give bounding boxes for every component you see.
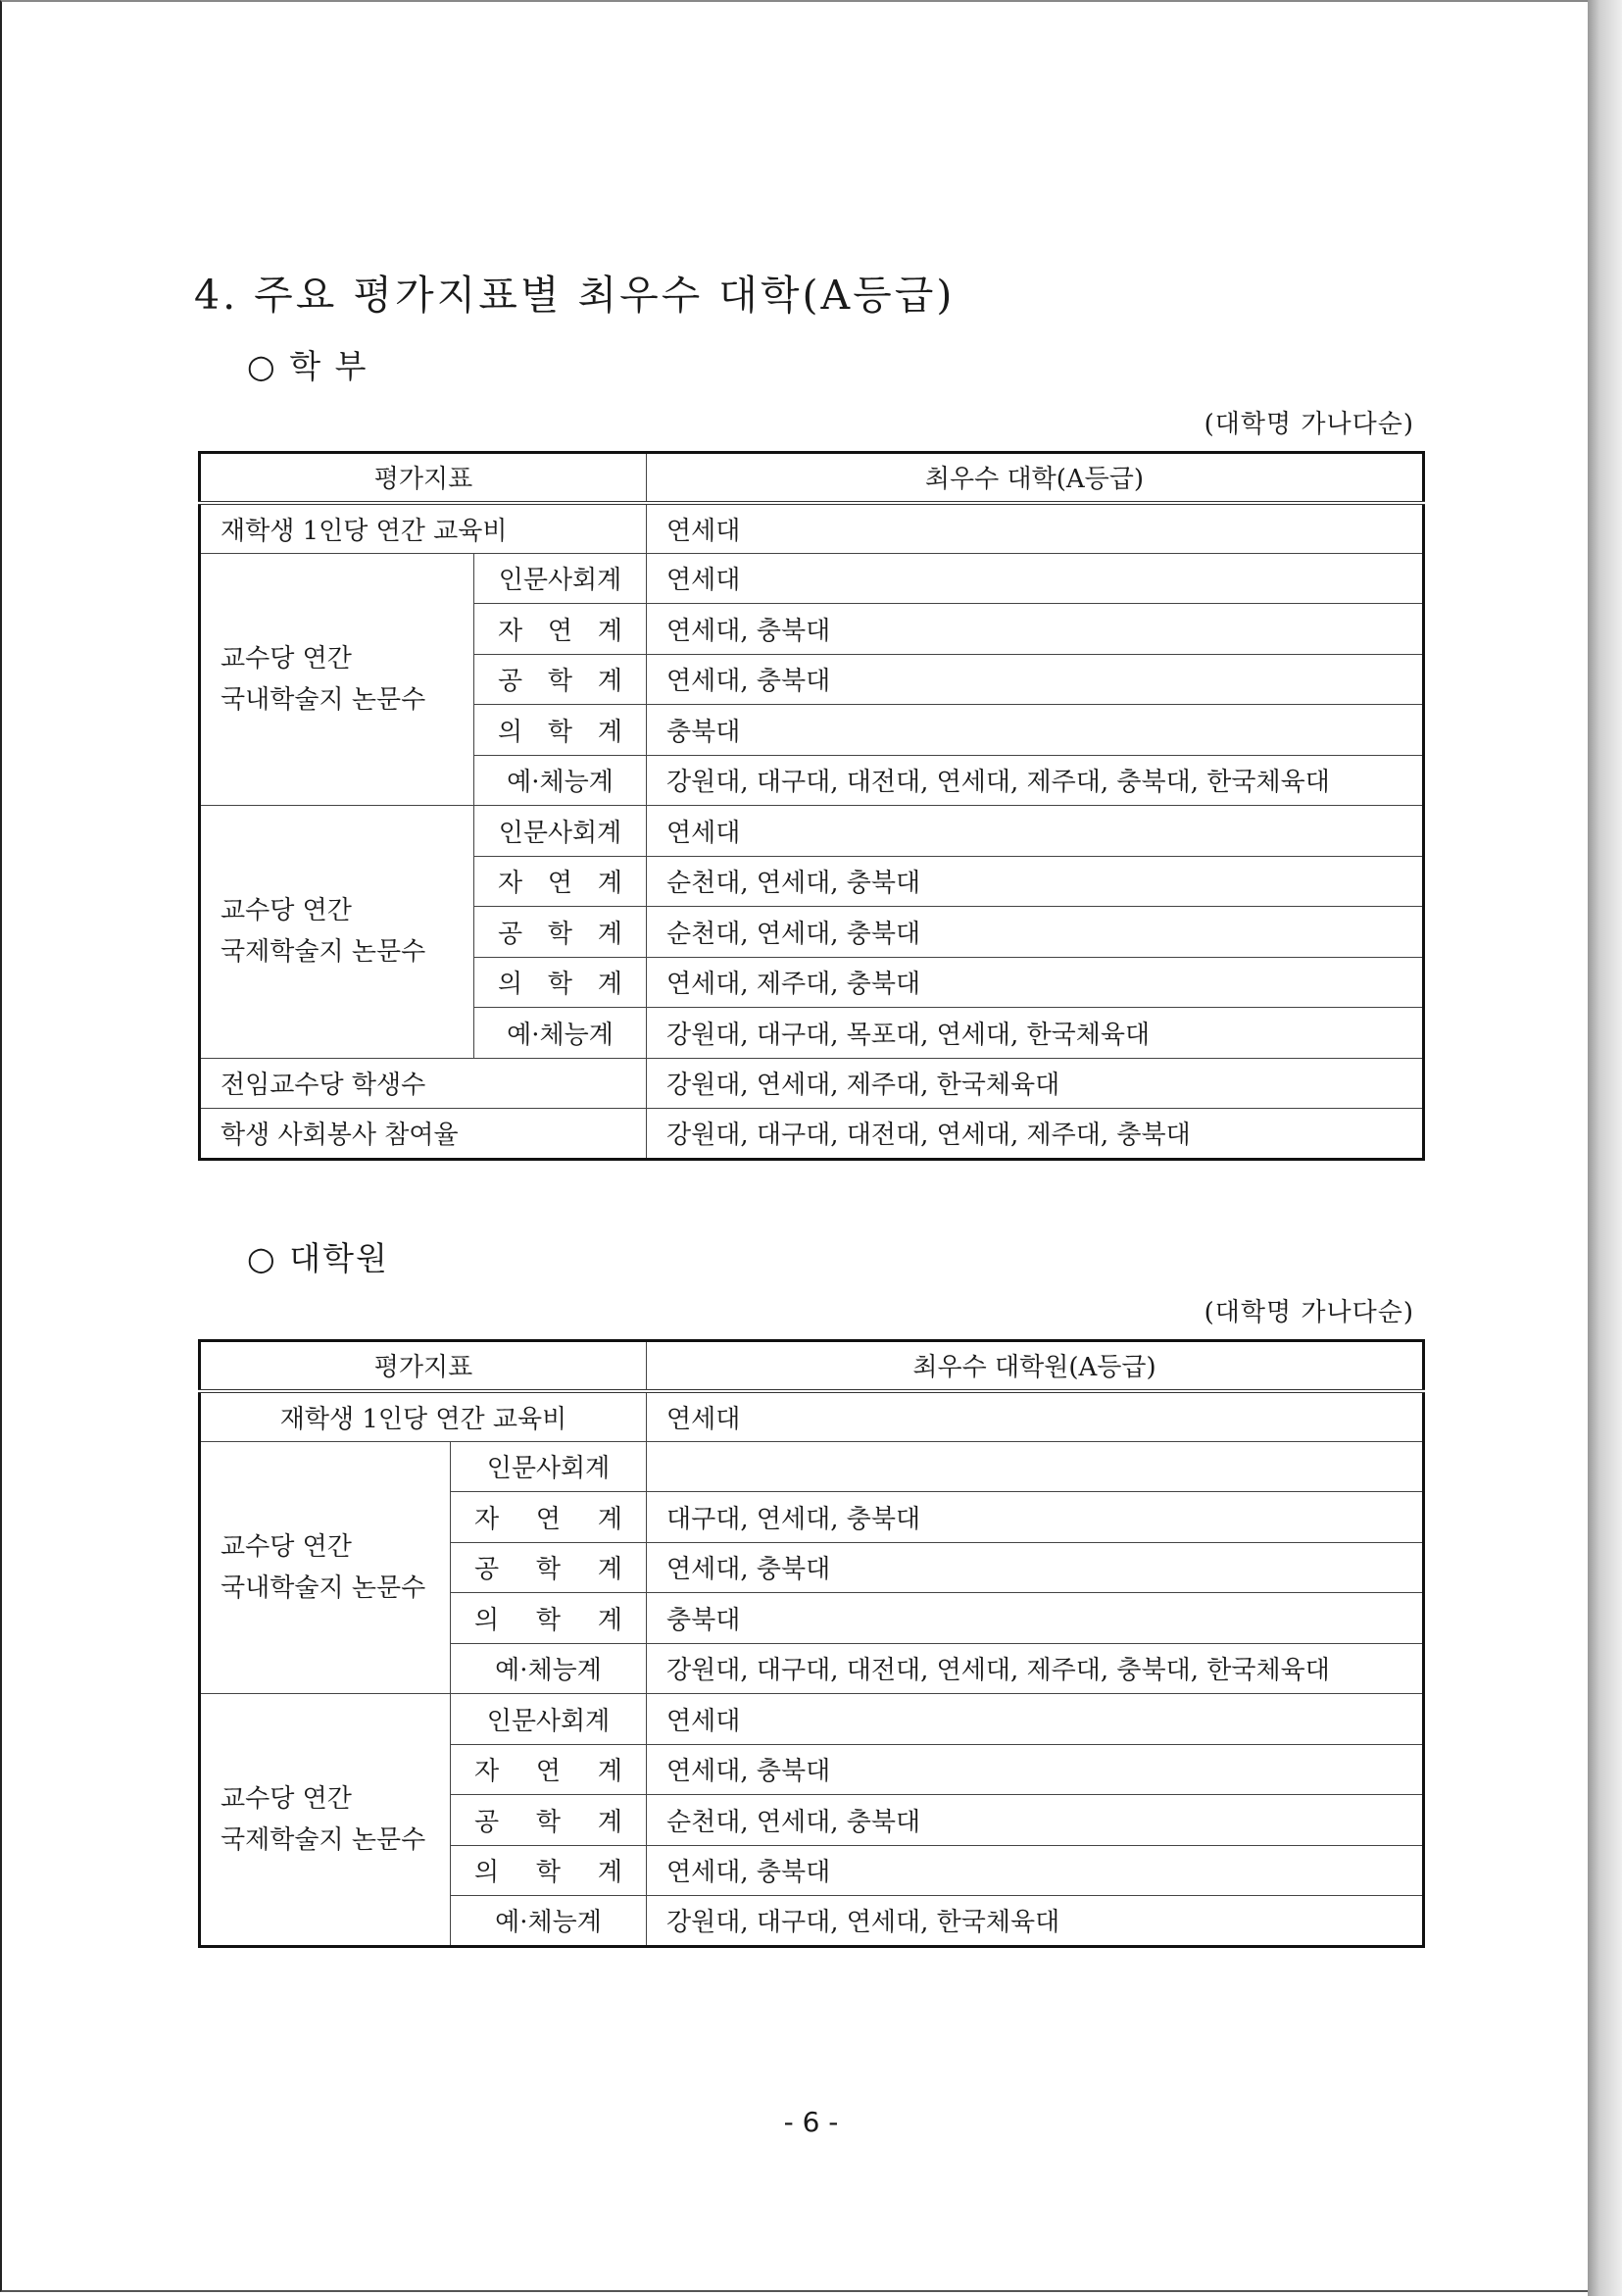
table-header-row [200, 453, 1424, 503]
sort-note-undergrad: (대학명 가나다순) [1204, 410, 1414, 439]
indicator-cell: 전임교수당 학생수 [200, 1058, 647, 1109]
best-cell: 연세대, 제주대, 충북대 [647, 957, 1424, 1008]
table-header-row [200, 1341, 1424, 1391]
header-indicator: 평가지표 [200, 453, 647, 503]
indicator-cell: 재학생 1인당 연간 교육비 [200, 1391, 647, 1442]
table-row [200, 553, 1424, 604]
best-cell: 연세대, 충북대 [647, 1542, 1424, 1593]
field-cell: 예·체능계 [474, 1008, 647, 1059]
header-best: 최우수 대학(A등급) [647, 453, 1424, 503]
graduate-table [198, 1339, 1425, 1948]
best-cell: 강원대, 대구대, 대전대, 연세대, 제주대, 충북대, 한국체육대 [647, 755, 1424, 806]
best-cell: 연세대 [647, 553, 1424, 604]
best-cell: 연세대, 충북대 [647, 1845, 1424, 1896]
subsection-heading-graduate: ○ 대학원 [247, 1239, 389, 1277]
table-row [200, 1058, 1424, 1109]
field-cell: 예·체능계 [451, 1896, 647, 1947]
best-cell: 연세대 [647, 503, 1424, 554]
best-cell: 연세대, 충북대 [647, 1744, 1424, 1795]
field-cell: 자 연 계 [474, 604, 647, 655]
field-cell: 인문사회계 [451, 1441, 647, 1492]
field-cell: 공 학 계 [474, 907, 647, 958]
field-cell: 공 학 계 [451, 1542, 647, 1593]
indicator-cell: 학생 사회봉사 참여율 [200, 1109, 647, 1160]
undergrad-table [198, 451, 1425, 1161]
page-edge-shadow [1588, 0, 1622, 2296]
field-cell: 자 연 계 [451, 1492, 647, 1543]
field-cell: 예·체능계 [474, 755, 647, 806]
best-cell [647, 1441, 1424, 1492]
best-cell: 강원대, 대구대, 연세대, 한국체육대 [647, 1896, 1424, 1947]
best-cell: 순천대, 연세대, 충북대 [647, 856, 1424, 907]
table-row [200, 1441, 1424, 1492]
field-cell: 자 연 계 [451, 1744, 647, 1795]
field-cell: 인문사회계 [474, 553, 647, 604]
field-cell: 의 학 계 [474, 957, 647, 1008]
best-cell: 강원대, 대구대, 목포대, 연세대, 한국체육대 [647, 1008, 1424, 1059]
table-row [200, 503, 1424, 554]
best-cell: 대구대, 연세대, 충북대 [647, 1492, 1424, 1543]
group-line: 국내학술지 논문수 [221, 684, 426, 715]
group-cell [200, 553, 474, 806]
field-cell: 의 학 계 [451, 1593, 647, 1644]
field-cell: 인문사회계 [451, 1694, 647, 1745]
group-line: 국제학술지 논문수 [221, 937, 426, 968]
page-number: - 6 - [783, 2106, 839, 2138]
header-indicator: 평가지표 [200, 1341, 647, 1391]
group-cell [200, 1694, 451, 1947]
best-cell: 강원대, 대구대, 대전대, 연세대, 제주대, 충북대, 한국체육대 [647, 1643, 1424, 1694]
group-line: 교수당 연간 [221, 643, 352, 674]
best-cell: 순천대, 연세대, 충북대 [647, 907, 1424, 958]
best-cell: 강원대, 대구대, 대전대, 연세대, 제주대, 충북대 [647, 1109, 1424, 1160]
group-cell [200, 806, 474, 1059]
best-cell: 연세대 [647, 1694, 1424, 1745]
field-cell: 인문사회계 [474, 806, 647, 857]
field-cell: 공 학 계 [451, 1795, 647, 1846]
field-cell: 자 연 계 [474, 856, 647, 907]
field-cell: 의 학 계 [451, 1845, 647, 1896]
sort-note-graduate: (대학명 가나다순) [1204, 1298, 1414, 1327]
header-best: 최우수 대학원(A등급) [647, 1341, 1424, 1391]
table-row [200, 1391, 1424, 1442]
best-cell: 충북대 [647, 1593, 1424, 1644]
best-cell: 순천대, 연세대, 충북대 [647, 1795, 1424, 1846]
best-cell: 연세대, 충북대 [647, 604, 1424, 655]
field-cell: 의 학 계 [474, 705, 647, 756]
best-cell: 연세대 [647, 1391, 1424, 1442]
section-title: 4. 주요 평가지표별 최우수 대학(A등급) [194, 272, 956, 319]
table-row [200, 1694, 1424, 1745]
field-cell: 예·체능계 [451, 1643, 647, 1694]
table-row [200, 806, 1424, 857]
group-line: 국내학술지 논문수 [221, 1572, 426, 1603]
indicator-cell: 재학생 1인당 연간 교육비 [200, 503, 647, 554]
best-cell: 연세대 [647, 806, 1424, 857]
group-cell [200, 1441, 451, 1694]
group-line: 교수당 연간 [221, 1783, 352, 1814]
best-cell: 연세대, 충북대 [647, 654, 1424, 705]
group-line: 교수당 연간 [221, 1531, 352, 1562]
table-row [200, 1109, 1424, 1160]
group-line: 국제학술지 논문수 [221, 1824, 426, 1855]
field-cell: 공 학 계 [474, 654, 647, 705]
subsection-heading-undergrad: ○ 학 부 [247, 347, 369, 385]
best-cell: 강원대, 연세대, 제주대, 한국체육대 [647, 1058, 1424, 1109]
group-line: 교수당 연간 [221, 896, 352, 926]
best-cell: 충북대 [647, 705, 1424, 756]
